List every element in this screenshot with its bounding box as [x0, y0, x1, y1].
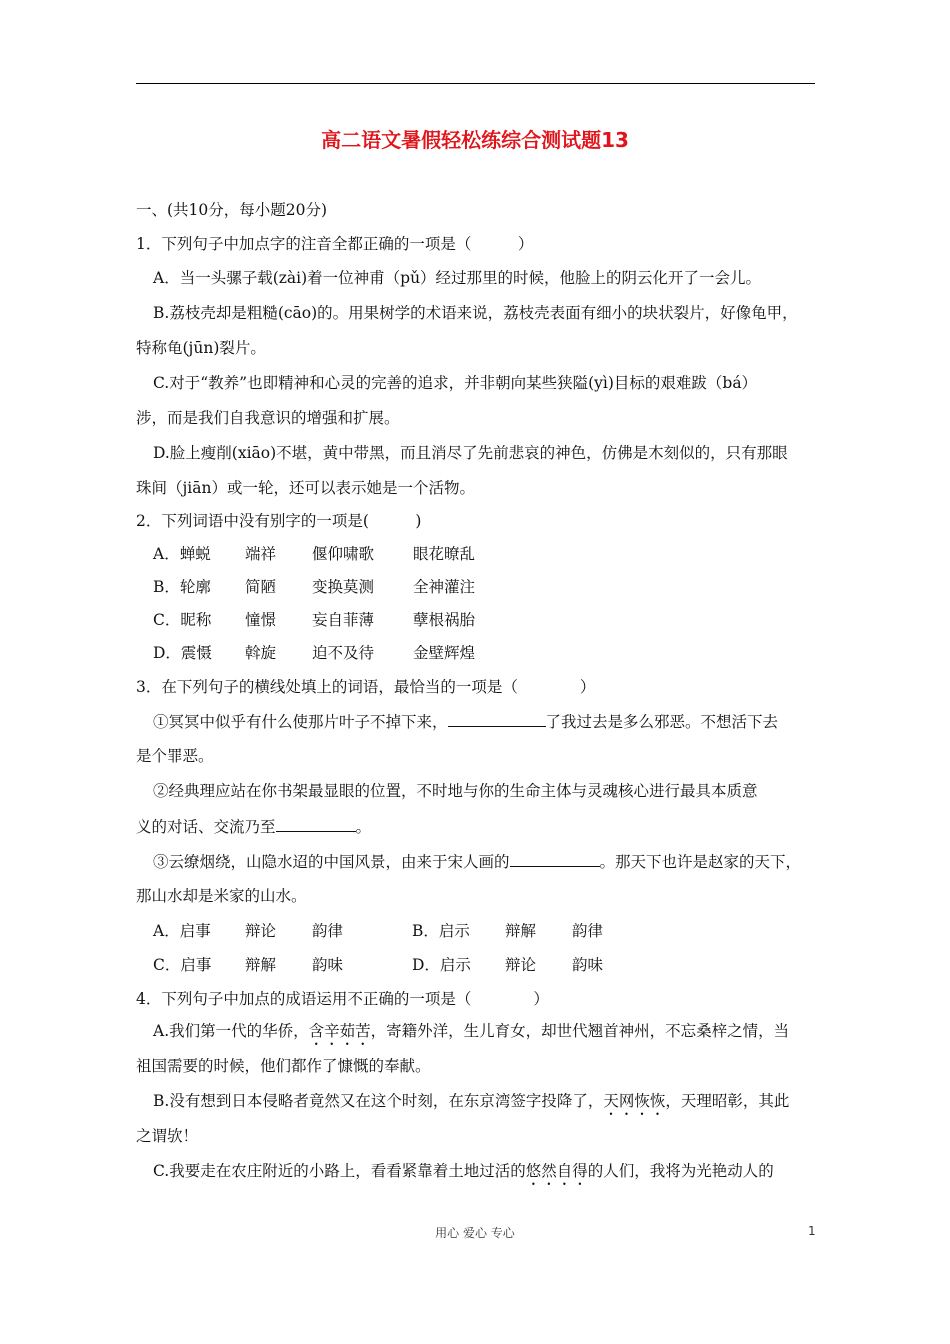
question-3-sentence-1: ①冥冥中似乎有什么使那片叶子不掉下来， 了我过去是多么邪恶。不想活下去: [153, 713, 779, 731]
option-word: 辩解: [505, 922, 537, 940]
option-label: D．启示: [412, 956, 471, 974]
question-4-option-b-line1: B.没有想到日本侵略者竟然又在这个时刻，在东京湾签字投降了，天网恢恢，天理昭彰，其此: [153, 1092, 790, 1110]
page-number: 1: [808, 1224, 816, 1238]
option-word: 韵律: [312, 922, 344, 940]
emphasized-idiom: 悠然自得: [525, 1162, 588, 1180]
fill-blank: [510, 851, 600, 867]
option-word: 简陋: [245, 578, 277, 596]
question-2-stem: 2．下列词语中没有别字的一项是( ): [136, 512, 422, 530]
question-3-sentence-1-cont: 是个罪恶。: [136, 747, 214, 765]
header-rule: [136, 83, 815, 84]
option-label: B．轮廓: [153, 578, 211, 596]
section-heading: 一、(共10分，每小题20分): [136, 201, 328, 219]
question-3-sentence-3-cont: 那山水却是米家的山水。: [136, 887, 307, 905]
option-label: D．震慑: [153, 644, 212, 662]
option-word: 迫不及待: [312, 644, 375, 662]
option-word: 端祥: [245, 545, 277, 563]
option-word: 妄自菲薄: [312, 611, 375, 629]
question-4-option-c-line1: C.我要走在农庄附近的小路上，看看紧靠着土地过活的悠然自得的人们，我将为光艳动人的: [153, 1162, 774, 1180]
question-3-sentence-2-cont: 义的对话、交流乃至 。: [136, 818, 372, 836]
question-1-option-d-line1: D.脸上瘦削(xiāo)不堪，黄中带黑，而且消尽了先前悲哀的神色，仿佛是木刻似的，只有那眼: [153, 444, 788, 462]
option-word: 斡旋: [245, 644, 277, 662]
option-word: 韵味: [312, 956, 344, 974]
option-word: 眼花暸乱: [413, 545, 476, 563]
option-word: 变换莫测: [312, 578, 375, 596]
option-label: A．蝉蜕: [153, 545, 211, 563]
question-4-stem: 4．下列句子中加点的成语运用不正确的一项是（ ）: [136, 990, 549, 1008]
question-1-option-b-line2: 特称龟(jūn)裂片。: [136, 339, 266, 357]
question-1-option-a: A．当一头骡子载(zài)着一位神甫（pǔ）经过那里的时候，他脸上的阴云化开了一会儿。: [153, 269, 762, 287]
option-word: 金壁辉煌: [413, 644, 476, 662]
question-3-sentence-2: ②经典理应站在你书架最显眼的位置，不时地与你的生命主体与灵魂核心进行最具本质意: [153, 782, 758, 800]
option-word: 全神灌注: [413, 578, 476, 596]
question-4-option-a-line2: 祖国需要的时候，他们都作了慷慨的奉献。: [136, 1057, 431, 1075]
option-label: B．启示: [412, 922, 470, 940]
fill-blank: [448, 711, 546, 727]
option-word: 辩论: [245, 922, 277, 940]
option-word: 孽根祸胎: [413, 611, 476, 629]
option-label: A．启事: [153, 922, 211, 940]
question-1-stem: 1．下列句子中加点字的注音全都正确的一项是（ ）: [136, 235, 534, 253]
option-word: 韵律: [572, 922, 604, 940]
option-word: 辩解: [245, 956, 277, 974]
question-3-stem: 3．在下列句子的横线处填上的词语，最恰当的一项是（ ）: [136, 678, 596, 696]
emphasized-idiom: 天网恢恢: [603, 1092, 666, 1110]
page-footer: 用心 爱心 专心: [435, 1226, 515, 1240]
option-word: 憧憬: [245, 611, 277, 629]
emphasized-idiom: 含辛茹苦: [308, 1022, 371, 1040]
question-4-option-b-line2: 之谓欤！: [136, 1127, 199, 1145]
question-1-option-b-line1: B.荔枝壳却是粗糙(cāo)的。用果树学的术语来说，荔枝壳表面有细小的块状裂片，好像龟甲，: [153, 304, 798, 322]
question-3-sentence-3: ③云缭烟绕，山隐水迢的中国风景，由来于宋人画的 。那天下也许是赵家的天下，: [153, 853, 802, 871]
question-4-option-a-line1: A.我们第一代的华侨，含辛茹苦，寄籍外洋，生儿育女，却世代翘首神州，不忘桑梓之情，当: [153, 1022, 790, 1040]
fill-blank: [276, 816, 356, 832]
option-label: C．昵称: [153, 611, 212, 629]
option-word: 偃仰啸歌: [312, 545, 375, 563]
option-word: 辩论: [505, 956, 537, 974]
question-1-option-c-line2: 涉，而是我们自我意识的增强和扩展。: [136, 409, 400, 427]
page-title: 高二语文暑假轻松练综合测试题13: [321, 128, 629, 152]
question-1-option-d-line2: 珠间（jiān）或一轮，还可以表示她是一个活物。: [136, 479, 475, 497]
question-1-option-c-line1: C.对于“教养”也即精神和心灵的完善的追求，并非朝向某些狭隘(yì)目标的艰难跋（bá）: [153, 374, 758, 392]
option-label: C．启事: [153, 956, 212, 974]
option-word: 韵味: [572, 956, 604, 974]
